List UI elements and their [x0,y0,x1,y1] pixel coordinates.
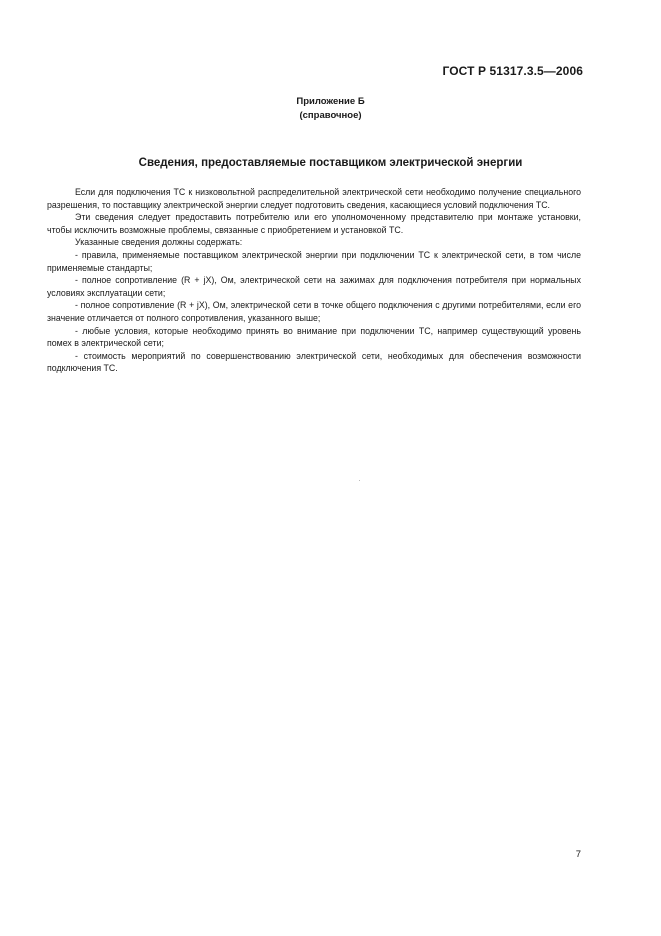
annex-heading [0,95,661,123]
section-title: Сведения, предоставляемые поставщиком электрической энергии [138,157,523,169]
list-item: - правила, применяемые поставщиком электрической энергии при подключении ТС к электрической сети, в том числе применяемые стандарты; [47,249,581,273]
list-item: - полное сопротивление (R + jX), Ом, электрической сети в точке общего подключения с другими потребителями, если его значение отличается от полного сопротивления, указанного выше; [47,300,581,323]
body-text [47,186,581,375]
scan-speck [359,480,360,481]
annex-subtitle: (справочное) [299,110,362,121]
annex-title: Приложение Б [296,96,365,107]
list-item: - любые условия, которые необходимо принять во внимание при подключении ТС, например существующий уровень помех в электрической сети; [47,325,581,349]
paragraph: Указанные сведения должны содержать: [75,237,243,248]
standard-code: ГОСТ Р 51317.3.5—2006 [442,64,583,78]
paragraph: Если для подключения ТС к низковольтной распределительной электрической сети необходимо получение специального разрешения, то поставщику электрической энергии следует подготовить сведения, касающиеся условий подключения ТС. [47,187,581,210]
page-number: 7 [575,849,581,860]
list-item: - полное сопротивление (R + jX), Ом, электрической сети на зажимах для подключения потребителя при нормальных условиях эксплуатации сети; [47,275,581,298]
paragraph: Эти сведения следует предоставить потребителю или его уполномоченному представителю при монтаже установки, чтобы исключить возможные проблемы, связанные с приобретением и установкой ТС. [47,212,581,235]
list-item: - стоимость мероприятий по совершенствованию электрической сети, необходимых для обеспечения возможности подключения ТС. [47,350,581,374]
